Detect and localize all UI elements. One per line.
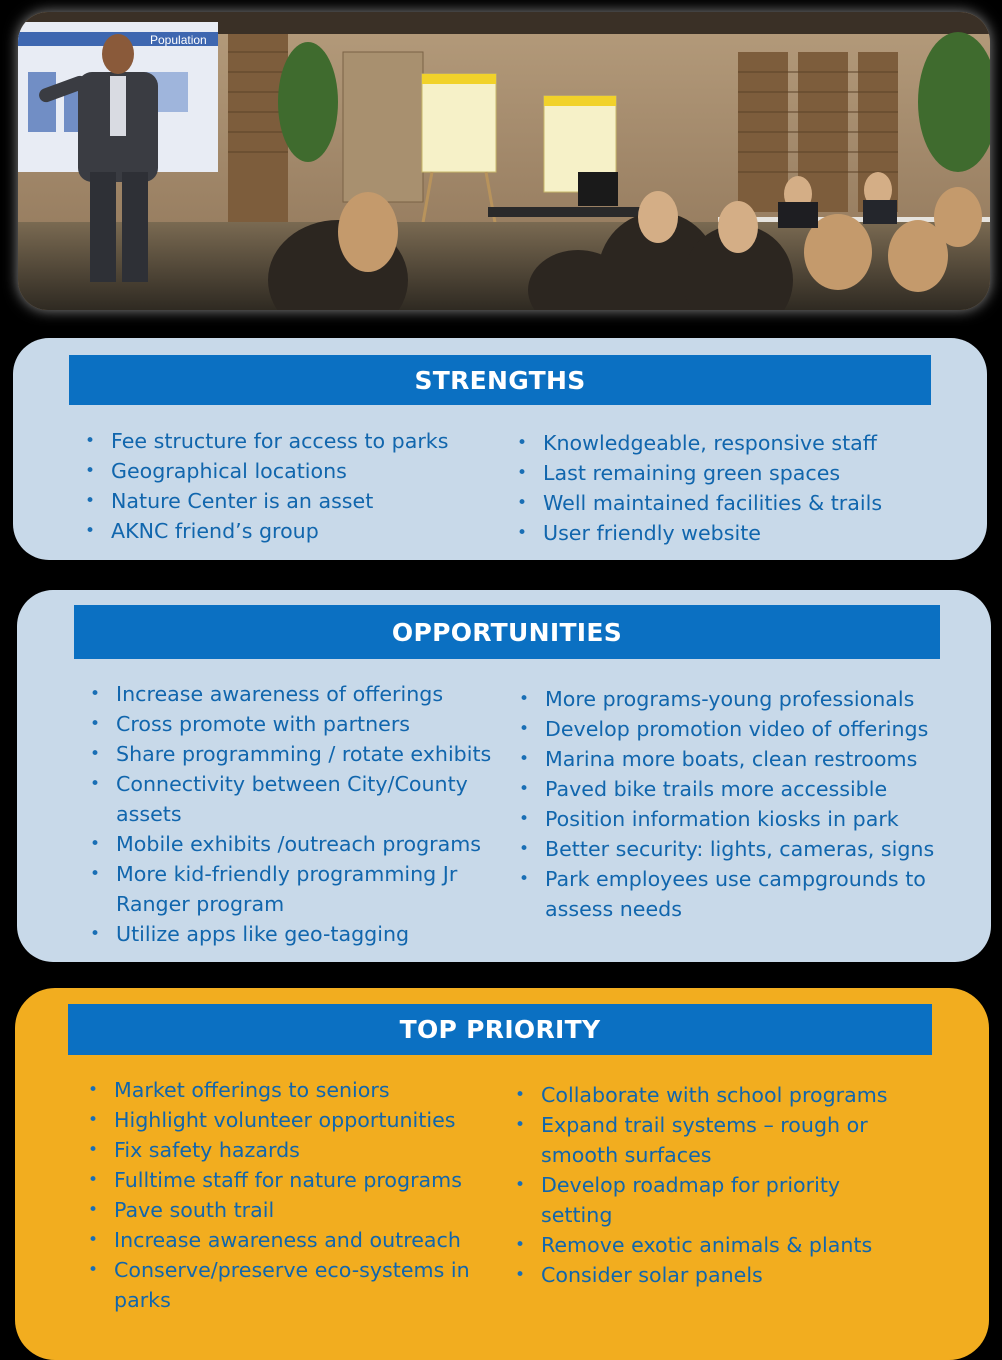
list-item: • Pave south trail: [86, 1195, 486, 1225]
list-item: • Collaborate with school programs: [513, 1080, 943, 1110]
list-item: • Conserve/preserve eco-systems in parks: [86, 1255, 474, 1315]
list-item: • Utilize apps like geo-tagging: [88, 919, 498, 949]
list-item: • Increase awareness of offerings: [88, 679, 498, 709]
list-item: • Last remaining green spaces: [515, 458, 955, 488]
list-item: • AKNC friend’s group: [83, 516, 503, 546]
list-item: • Develop roadmap for priority setting: [513, 1170, 861, 1230]
opportunities-list-left: [88, 679, 498, 949]
top-priority-list-left: [86, 1075, 486, 1315]
opportunities-list-right: [517, 684, 947, 924]
list-item: • Park employees use campgrounds to assess needs: [517, 864, 940, 924]
list-item: • Fix safety hazards: [86, 1135, 486, 1165]
list-item: • Geographical locations: [83, 456, 503, 486]
list-item: • Cross promote with partners: [88, 709, 498, 739]
top-priority-title: TOP PRIORITY: [68, 1004, 932, 1055]
list-item: • Expand trail systems – rough or smooth surfaces: [513, 1110, 881, 1170]
screen-title: Population: [150, 33, 207, 47]
list-item: • Consider solar panels: [513, 1260, 943, 1290]
list-item: • Remove exotic animals & plants: [513, 1230, 943, 1260]
strengths-title: STRENGTHS: [69, 355, 931, 405]
list-item: • More kid-friendly programming Jr Ranger program: [88, 859, 486, 919]
list-item: • Paved bike trails more accessible: [517, 774, 947, 804]
list-item: • Increase awareness and outreach: [86, 1225, 486, 1255]
list-item: • Connectivity between City/County assets: [88, 769, 476, 829]
list-item: • Position information kiosks in park: [517, 804, 947, 834]
strengths-list-right: [515, 428, 955, 548]
list-item: • Share programming / rotate exhibits: [88, 739, 498, 769]
list-item: • Fee structure for access to parks: [83, 426, 503, 456]
list-item: • Better security: lights, cameras, signs: [517, 834, 947, 864]
list-item: • Market offerings to seniors: [86, 1075, 486, 1105]
list-item: • Marina more boats, clean restrooms: [517, 744, 947, 774]
list-item: • Highlight volunteer opportunities: [86, 1105, 486, 1135]
top-priority-list-right: [513, 1080, 943, 1290]
list-item: • Develop promotion video of offerings: [517, 714, 947, 744]
list-item: • Well maintained facilities & trails: [515, 488, 955, 518]
list-item: • Fulltime staff for nature programs: [86, 1165, 486, 1195]
list-item: • Mobile exhibits /outreach programs: [88, 829, 498, 859]
opportunities-title: OPPORTUNITIES: [74, 605, 940, 659]
list-item: • Knowledgeable, responsive staff: [515, 428, 955, 458]
meeting-photo: [18, 12, 990, 310]
list-item: • User friendly website: [515, 518, 955, 548]
list-item: • More programs-young professionals: [517, 684, 947, 714]
list-item: • Nature Center is an asset: [83, 486, 503, 516]
strengths-list-left: [83, 426, 503, 546]
